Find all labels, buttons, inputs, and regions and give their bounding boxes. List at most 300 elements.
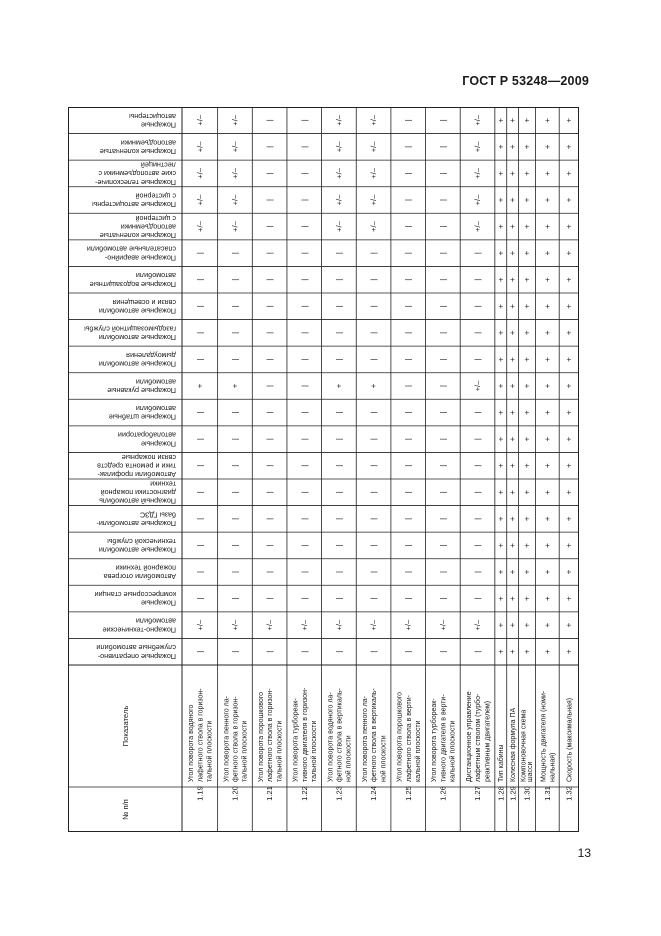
row-number-label: 1.23 xyxy=(334,786,344,801)
number-header-label: № п/п xyxy=(121,799,130,820)
cell-dash: | xyxy=(438,491,448,494)
cell-dash: | xyxy=(230,650,240,653)
vehicle-name-label: связи пожарные xyxy=(121,452,176,462)
cell-plus: + xyxy=(542,144,552,150)
cell-plus: + xyxy=(564,224,574,229)
cell-dash: | xyxy=(438,517,448,520)
vehicle-name-label: Пожарные оперативно- xyxy=(97,651,176,661)
cell-dash: | xyxy=(369,411,379,414)
cell-dash: | xyxy=(299,597,309,600)
vehicle-name-label: ские автоподъемники с xyxy=(98,169,176,179)
cell-dash: | xyxy=(230,411,240,414)
cell-dash: | xyxy=(265,385,275,387)
cell-plus: + xyxy=(508,357,518,362)
cell-plus: + xyxy=(369,383,379,389)
cell-plus: + xyxy=(564,410,574,415)
cell-plus-minus: +/– xyxy=(230,114,240,126)
cell-dash: | xyxy=(334,358,344,361)
cell-dash: | xyxy=(299,145,309,148)
cell-dash: | xyxy=(403,119,413,122)
cell-dash: | xyxy=(473,491,483,494)
cell-plus: + xyxy=(564,489,574,495)
indicator-text: Угол поворота пенного ла- xyxy=(223,696,231,782)
vehicle-name-label: Пожарные автомобили xyxy=(98,545,176,555)
row-number-label: 1.26 xyxy=(438,786,448,801)
cell-dash: | xyxy=(334,517,344,520)
indicator-text: Угол поворота порошкового xyxy=(396,691,404,782)
cell-plus: + xyxy=(542,357,552,362)
cell-dash: | xyxy=(473,252,483,255)
cell-dash: | xyxy=(438,544,448,547)
cell-plus: + xyxy=(564,303,574,309)
cell-dash: | xyxy=(195,331,205,334)
cell-plus: + xyxy=(496,622,506,628)
cell-dash: | xyxy=(230,464,240,467)
cell-dash: | xyxy=(265,119,275,122)
specification-table xyxy=(68,107,579,832)
cell-dash: | xyxy=(473,571,483,573)
cell-dash: | xyxy=(369,278,379,281)
cell-dash: | xyxy=(230,491,240,494)
vehicle-name-label: с цистерной xyxy=(135,213,176,223)
cell-dash: | xyxy=(265,491,275,494)
cell-dash: | xyxy=(369,331,379,334)
cell-plus-minus: +/– xyxy=(369,141,379,153)
cell-dash: | xyxy=(299,358,309,361)
cell-dash: | xyxy=(265,597,275,600)
vehicle-name-label: Пожарные xyxy=(140,598,176,608)
cell-dash: | xyxy=(230,331,240,334)
cell-dash: | xyxy=(265,225,275,228)
vehicle-name-label: компрессорные станции xyxy=(94,590,176,600)
indicator-text: лафетного ствола в горизон- xyxy=(197,688,205,782)
cell-plus-minus: +/– xyxy=(195,114,205,126)
cell-plus-minus: +/– xyxy=(334,114,344,126)
cell-dash: | xyxy=(369,358,379,361)
indicator-text: Угол поворота водяного ла- xyxy=(327,692,335,782)
vehicle-name-label: Пожарные рукавные xyxy=(107,386,176,396)
indicator-text: лафетного ствола в горизон- xyxy=(267,688,275,782)
cell-plus: + xyxy=(522,543,532,548)
vehicle-name-label: Пожарные штабные xyxy=(108,412,176,422)
vehicle-name-label: Пожарные аварийно- xyxy=(104,253,176,263)
cell-dash: | xyxy=(403,438,413,441)
cell-plus: + xyxy=(508,197,518,203)
cell-plus-minus: +/– xyxy=(230,194,240,206)
cell-plus: + xyxy=(496,383,506,389)
row-number-label: 1.24 xyxy=(369,786,379,801)
cell-plus: + xyxy=(496,357,506,362)
cell-dash: | xyxy=(230,252,240,255)
cell-dash: | xyxy=(473,438,483,441)
indicator-text: Угол поворота водяного xyxy=(188,704,196,782)
cell-dash: | xyxy=(299,385,309,387)
cell-plus: + xyxy=(522,144,532,150)
cell-plus-minus: +/– xyxy=(403,619,413,631)
cell-plus: + xyxy=(522,596,532,601)
cell-plus-minus: +/– xyxy=(473,114,483,126)
vehicle-name-label: дымоудаления xyxy=(126,350,176,360)
vehicle-name-label: служебные автомобили xyxy=(96,643,176,653)
cell-dash: | xyxy=(299,172,309,175)
cell-plus: + xyxy=(496,436,506,442)
indicator-text: лафетного ствола в верти- xyxy=(405,695,413,782)
cell-plus: + xyxy=(542,516,552,522)
cell-dash: | xyxy=(369,571,379,573)
cell-dash: | xyxy=(334,491,344,494)
cell-plus: + xyxy=(522,622,532,628)
indicator-text: тальной плоскости xyxy=(311,720,319,782)
cell-dash: | xyxy=(369,491,379,494)
cell-plus-minus: +/– xyxy=(369,619,379,631)
cell-plus: + xyxy=(195,383,205,389)
cell-dash: | xyxy=(403,358,413,361)
indicator-text: тальной плоскости xyxy=(276,720,284,782)
cell-plus: + xyxy=(496,649,506,655)
cell-dash: | xyxy=(265,464,275,467)
cell-dash: | xyxy=(403,278,413,281)
cell-dash: | xyxy=(438,172,448,175)
indicator-text: Колесная формула ПА xyxy=(509,707,517,782)
cell-plus: + xyxy=(508,250,518,256)
cell-plus: + xyxy=(564,649,574,655)
indicator-text: лафетным стволом (турбо- xyxy=(475,693,483,782)
cell-dash: | xyxy=(369,305,379,308)
cell-plus: + xyxy=(496,596,506,601)
indicator-text: тивного двигателя в верти- xyxy=(440,694,448,782)
cell-dash: | xyxy=(438,411,448,414)
vehicle-name-label: Автомобили отогрева xyxy=(103,572,176,582)
cell-dash: | xyxy=(473,650,483,653)
cell-plus: + xyxy=(522,463,532,469)
cell-dash: | xyxy=(299,464,309,467)
cell-plus: + xyxy=(522,277,532,283)
cell-plus-minus: +/– xyxy=(369,168,379,179)
cell-dash: | xyxy=(438,464,448,467)
vehicle-name-label: автомобили xyxy=(135,404,176,414)
cell-plus: + xyxy=(542,410,552,415)
cell-dash: | xyxy=(369,252,379,255)
cell-dash: | xyxy=(195,650,205,653)
cell-plus: + xyxy=(496,117,506,123)
cell-dash: | xyxy=(299,305,309,308)
cell-plus: + xyxy=(508,303,518,309)
vehicle-name-label: автолаборатории xyxy=(117,430,176,440)
cell-plus: + xyxy=(522,436,532,442)
cell-plus-minus: +/– xyxy=(230,221,240,232)
cell-plus: + xyxy=(522,330,532,336)
cell-plus: + xyxy=(496,144,506,150)
cell-plus: + xyxy=(564,569,574,575)
cell-plus: + xyxy=(542,436,552,442)
cell-plus: + xyxy=(522,516,532,522)
cell-dash: | xyxy=(334,544,344,547)
cell-plus: + xyxy=(522,303,532,309)
indicator-text: кальной плоскости xyxy=(449,720,457,782)
vehicle-name-label: базы ГДЗС xyxy=(139,510,176,520)
cell-dash: | xyxy=(473,305,483,308)
vehicle-name-label: автомобили xyxy=(135,616,176,626)
cell-dash: | xyxy=(265,278,275,281)
cell-plus: + xyxy=(508,144,518,150)
indicator-text: Угол поворота порошкового xyxy=(257,691,265,782)
cell-plus-minus: +/– xyxy=(334,221,344,232)
cell-plus-minus: +/– xyxy=(334,168,344,179)
cell-dash: | xyxy=(265,331,275,334)
row-number-label: 1.22 xyxy=(299,786,309,801)
cell-plus-minus: +/– xyxy=(369,194,379,206)
cell-plus: + xyxy=(496,410,506,415)
vehicle-name-label: диагностики пожарной xyxy=(100,488,176,498)
cell-plus: + xyxy=(508,277,518,283)
cell-dash: | xyxy=(334,331,344,334)
cell-plus: + xyxy=(522,224,532,229)
vehicle-name-label: Пожарные коленчатые xyxy=(99,230,176,240)
vehicle-name-label: Пожарные xyxy=(140,439,176,449)
cell-dash: | xyxy=(265,305,275,308)
vehicle-name-label: с цистерной xyxy=(135,191,176,201)
indicator-text: фетного ствола в горизон- xyxy=(232,696,240,782)
cell-plus: + xyxy=(522,410,532,415)
cell-dash: | xyxy=(195,597,205,600)
cell-dash: | xyxy=(369,544,379,547)
cell-plus: + xyxy=(508,436,518,442)
cell-plus: + xyxy=(496,277,506,283)
row-number-label: 1.29 xyxy=(508,786,518,801)
cell-dash: | xyxy=(195,571,205,573)
vehicle-name-label: Пожарные xyxy=(140,120,176,130)
vehicle-name-label: технической службы xyxy=(107,536,176,546)
cell-plus: + xyxy=(508,569,518,575)
cell-dash: | xyxy=(195,544,205,547)
row-number-label: 1.21 xyxy=(265,786,275,801)
cell-plus: + xyxy=(522,383,532,389)
cell-dash: | xyxy=(195,252,205,255)
cell-plus: + xyxy=(564,171,574,176)
cell-plus: + xyxy=(496,463,506,469)
cell-dash: | xyxy=(438,119,448,122)
cell-plus: + xyxy=(496,197,506,203)
indicator-text: Угол поворота турбореак- xyxy=(431,698,439,782)
vehicle-name-label: Пожарные автоцистерны xyxy=(92,200,176,210)
cell-plus: + xyxy=(508,463,518,469)
cell-dash: | xyxy=(299,225,309,228)
cell-dash: | xyxy=(299,544,309,547)
vehicle-name-label: тики и ремонта средств xyxy=(97,461,176,471)
cell-dash: | xyxy=(265,252,275,255)
cell-dash: | xyxy=(438,331,448,334)
cell-plus: + xyxy=(230,383,240,389)
cell-dash: | xyxy=(299,517,309,520)
vehicle-name-label: автоподъемники xyxy=(120,222,176,232)
cell-plus: + xyxy=(564,543,574,548)
cell-dash: | xyxy=(230,597,240,600)
vehicle-name-label: лестницей xyxy=(140,160,176,170)
cell-dash: | xyxy=(265,571,275,573)
indicator-text: фетного ствола в вертикаль- xyxy=(371,688,379,782)
cell-plus: + xyxy=(522,171,532,176)
vehicle-name-label: Автомобили профилак- xyxy=(97,470,176,480)
row-number-label: 1.30 xyxy=(522,786,532,801)
document-title: ГОСТ Р 53248—2009 xyxy=(462,74,589,88)
cell-plus: + xyxy=(496,569,506,575)
cell-plus: + xyxy=(542,463,552,469)
cell-plus-minus: +/– xyxy=(473,380,483,392)
cell-dash: | xyxy=(438,385,448,387)
cell-dash: | xyxy=(230,517,240,520)
cell-dash: | xyxy=(403,597,413,600)
cell-dash: | xyxy=(265,517,275,520)
cell-plus-minus: +/– xyxy=(195,141,205,153)
cell-plus-minus: +/– xyxy=(473,194,483,206)
vehicle-name-label: Пожарные автомобили- xyxy=(96,518,176,528)
cell-plus: + xyxy=(542,250,552,256)
cell-dash: | xyxy=(438,438,448,441)
cell-dash: | xyxy=(195,491,205,494)
cell-dash: | xyxy=(334,650,344,653)
cell-dash: | xyxy=(403,464,413,467)
cell-dash: | xyxy=(438,225,448,228)
row-number-label: 1.31 xyxy=(542,786,552,801)
cell-dash: | xyxy=(265,172,275,175)
cell-plus-minus: +/– xyxy=(299,619,309,631)
cell-plus-minus: +/– xyxy=(195,619,205,631)
cell-dash: | xyxy=(230,544,240,547)
cell-dash: | xyxy=(438,199,448,201)
cell-plus: + xyxy=(508,224,518,229)
cell-dash: | xyxy=(473,411,483,414)
cell-dash: | xyxy=(299,331,309,334)
cell-dash: | xyxy=(230,571,240,573)
vehicle-name-label: Пожарные телескопиче- xyxy=(94,177,176,187)
row-number-label: 1.19 xyxy=(195,786,205,801)
cell-dash: | xyxy=(369,464,379,467)
cell-plus-minus: +/– xyxy=(369,114,379,126)
cell-plus: + xyxy=(564,250,574,256)
cell-plus: + xyxy=(496,543,506,548)
cell-dash: | xyxy=(438,252,448,255)
cell-dash: | xyxy=(195,411,205,414)
cell-dash: | xyxy=(299,411,309,414)
cell-dash: | xyxy=(369,597,379,600)
vehicle-name-label: пожарной техники xyxy=(115,563,176,573)
cell-plus: + xyxy=(496,250,506,256)
vehicle-name-label: Пожарные водозащитные xyxy=(89,279,176,289)
cell-plus: + xyxy=(522,357,532,362)
cell-plus: + xyxy=(508,516,518,522)
cell-plus: + xyxy=(564,330,574,336)
cell-dash: | xyxy=(299,438,309,441)
cell-plus: + xyxy=(508,596,518,601)
row-number-label: 1.20 xyxy=(230,786,240,801)
cell-dash: | xyxy=(438,305,448,308)
cell-dash: | xyxy=(473,517,483,520)
cell-dash: | xyxy=(195,438,205,441)
cell-dash: | xyxy=(369,438,379,441)
row-number-label: 1.25 xyxy=(403,786,413,801)
cell-dash: | xyxy=(334,278,344,281)
cell-plus-minus: +/– xyxy=(473,619,483,631)
cell-dash: | xyxy=(403,385,413,387)
cell-plus: + xyxy=(564,383,574,389)
cell-plus: + xyxy=(508,410,518,415)
cell-dash: | xyxy=(334,252,344,255)
cell-dash: | xyxy=(299,119,309,122)
vehicle-name-label: автоподъемники xyxy=(120,138,176,148)
cell-dash: | xyxy=(299,650,309,653)
cell-plus-minus: +/– xyxy=(334,141,344,153)
cell-dash: | xyxy=(334,305,344,308)
cell-dash: | xyxy=(265,199,275,201)
cell-plus: + xyxy=(564,463,574,469)
cell-dash: | xyxy=(473,358,483,361)
cell-dash: | xyxy=(299,571,309,573)
cell-plus: + xyxy=(508,649,518,655)
cell-dash: | xyxy=(438,145,448,148)
cell-plus: + xyxy=(564,144,574,150)
cell-dash: | xyxy=(473,278,483,281)
vehicle-name-label: Пожарные автомобили xyxy=(98,332,176,342)
vehicle-name-label: газодымозащитной службы xyxy=(84,324,176,334)
cell-dash: | xyxy=(299,252,309,255)
cell-dash: | xyxy=(403,650,413,653)
cell-dash: | xyxy=(438,650,448,653)
cell-plus-minus: +/– xyxy=(195,168,205,179)
cell-dash: | xyxy=(195,517,205,520)
cell-dash: | xyxy=(473,597,483,600)
cell-dash: | xyxy=(369,650,379,653)
vehicle-name-label: автомобили xyxy=(135,377,176,387)
cell-dash: | xyxy=(403,411,413,414)
cell-dash: | xyxy=(195,305,205,308)
indicator-text: Угол поворота пенного ла- xyxy=(361,696,369,782)
cell-dash: | xyxy=(403,331,413,334)
cell-plus-minus: +/– xyxy=(230,168,240,179)
indicator-text: Скорость (максимальная) xyxy=(566,697,574,782)
indicator-text: Угол поворота турбореак- xyxy=(292,698,300,782)
page-number: 13 xyxy=(577,846,591,860)
cell-dash: | xyxy=(334,464,344,467)
cell-dash: | xyxy=(299,278,309,281)
cell-plus: + xyxy=(508,543,518,548)
cell-dash: | xyxy=(473,464,483,467)
cell-plus: + xyxy=(508,117,518,123)
indicator-text: ной плоскости xyxy=(345,735,353,782)
cell-plus: + xyxy=(542,171,552,176)
indicator-text: ной плоскости xyxy=(380,735,388,782)
cell-plus-minus: +/– xyxy=(195,221,205,232)
cell-plus: + xyxy=(542,543,552,548)
cell-plus: + xyxy=(334,383,344,389)
cell-plus: + xyxy=(542,303,552,309)
cell-dash: | xyxy=(195,464,205,467)
cell-dash: | xyxy=(403,252,413,255)
cell-plus: + xyxy=(542,569,552,575)
cell-dash: | xyxy=(438,358,448,361)
cell-plus: + xyxy=(564,117,574,123)
cell-dash: | xyxy=(403,544,413,547)
cell-plus: + xyxy=(508,171,518,176)
indicator-text: реактивным двигателем) xyxy=(484,700,492,782)
vehicle-name-label: Пожарные автомобили xyxy=(98,359,176,369)
cell-dash: | xyxy=(403,491,413,494)
vehicle-name-label: Пожарные автомобили xyxy=(98,306,176,316)
cell-dash: | xyxy=(438,597,448,600)
vehicle-name-label: связи и освещения xyxy=(112,297,176,307)
indicator-text: тальной плоскости xyxy=(206,720,214,782)
cell-dash: | xyxy=(334,438,344,441)
indicator-header-label: Показатель xyxy=(121,705,130,747)
